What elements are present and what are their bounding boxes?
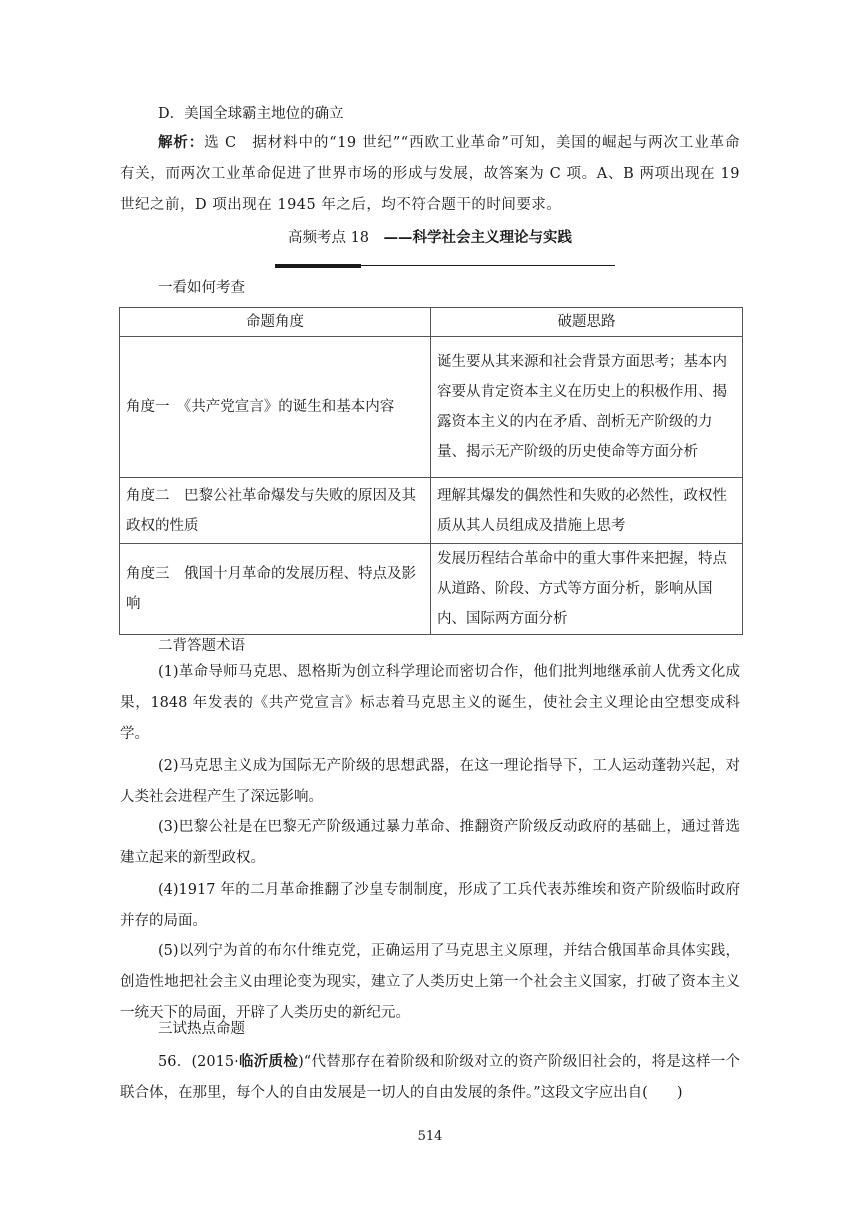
section-heading — [0, 226, 860, 247]
part1-heading: 一看如何考查 — [158, 280, 245, 296]
table-cell-approach: 发展历程结合革命中的重大事件来把握，特点从道路、阶段、方式等方面分析，影响从国内、国际两方面分析 — [431, 544, 743, 635]
part2-heading: 二背答题术语 — [158, 638, 245, 654]
exam-angle-table — [119, 307, 743, 635]
table-header-row — [120, 308, 743, 337]
table-cell-angle: 角度三 俄国十月革命的发展历程、特点及影响 — [120, 544, 431, 635]
term-1: (1)革命导师马克思、恩格斯为创立科学理论而密切合作，他们批判地继承前人优秀文化成果，1848 年发表的《共产党宣言》标志着马克思主义的诞生，使社会主义理论由空想变成科学。 — [120, 664, 740, 742]
question-56 — [120, 1046, 740, 1109]
term-5: (5)以列宁为首的布尔什维克党，正确运用了马克思主义原理，并结合俄国革命具体实践，创造性地把社会主义由理论变为现实，建立了人类历史上第一个社会主义国家，打破了资本主义一统天下的局面，开辟了人类历史的新纪元。 — [120, 943, 740, 1021]
section-prefix: 高频考点 18 — [287, 230, 384, 246]
table-header-approach: 破题思路 — [431, 308, 743, 337]
section-title: ——科学社会主义理论与实践 — [383, 229, 573, 246]
term-4: (4)1917 年的二月革命推翻了沙皇专制制度，形成了工兵代表苏维埃和资产阶级临时政府并存的局面。 — [120, 882, 740, 929]
analysis-paragraph — [120, 127, 740, 221]
table-row — [120, 337, 743, 478]
term-3: (3)巴黎公社是在巴黎无产阶级通过暴力革命、推翻资产阶级反动政府的基础上，通过普选建立起来的新型政权。 — [120, 819, 740, 866]
table-cell-angle: 角度一 《共产党宣言》的诞生和基本内容 — [120, 337, 431, 478]
part3-heading: 三试热点命题 — [158, 1021, 245, 1037]
analysis-label: 解析： — [158, 134, 205, 151]
table-cell-approach: 诞生要从其来源和社会背景方面思考；基本内容要从肯定资本主义在历史上的积极作用、揭露资本主义的内在矛盾、剖析无产阶级的力量、揭示无产阶级的历史使命等方面分析 — [431, 337, 743, 478]
page-number: 514 — [417, 1129, 443, 1144]
table-cell-angle: 角度二 巴黎公社革命爆发与失败的原因及其政权的性质 — [120, 478, 431, 544]
question-text: )“代替那存在着阶级和阶级对立的资产阶级旧社会的，将是这样一个联合体，在那里，每个人的自由发展是一切人的自由发展的条件。”这段文字应出自( ) — [120, 1054, 741, 1101]
term-2: (2)马克思主义成为国际无产阶级的思想武器，在这一理论指导下，工人运动蓬勃兴起，对人类社会进程产生了深远影响。 — [120, 758, 740, 805]
analysis-text: 选 C 据材料中的“19 世纪”“西欧工业革命”可知，美国的崛起与两次工业革命有关，而两次工业革命促进了世界市场的形成与发展，故答案为 C 项。A、B 两项出现在 19 世纪之前，D 项出现在 1945 年之后，均不符合题干的时间要求。 — [120, 135, 741, 213]
table-row — [120, 544, 743, 635]
question-source: 临沂质检 — [238, 1053, 299, 1070]
option-d: D．美国全球霸主地位的确立 — [158, 106, 344, 122]
table-cell-approach: 理解其爆发的偶然性和失败的必然性，政权性质从其人员组成及措施上思考 — [431, 478, 743, 544]
table-row — [120, 478, 743, 544]
table-header-angle: 命题角度 — [120, 308, 431, 337]
section-rule-thick — [275, 264, 361, 268]
question-number: 56．(2015· — [158, 1054, 239, 1070]
